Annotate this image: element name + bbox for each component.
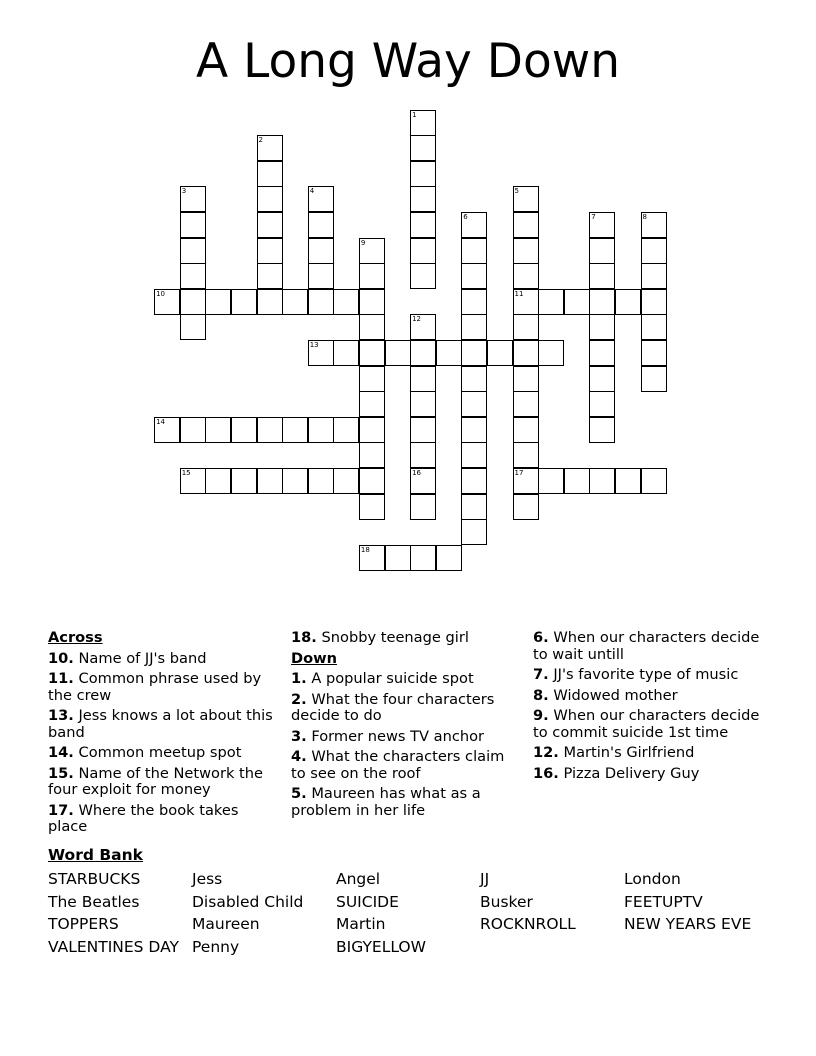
grid-cell[interactable] — [282, 289, 308, 315]
grid-cell[interactable] — [487, 340, 513, 366]
word-bank-item: NEW YEARS EVE — [624, 915, 752, 934]
clue-number: 12. — [533, 744, 559, 761]
clue-across-15 — [48, 766, 276, 799]
grid-cell[interactable] — [615, 289, 641, 315]
grid-cell[interactable] — [589, 417, 615, 443]
grid-cell[interactable] — [513, 417, 539, 443]
grid-cell[interactable] — [513, 186, 539, 212]
grid-cell[interactable] — [385, 340, 411, 366]
grid-cell[interactable] — [308, 289, 334, 315]
word-bank-item: JJ — [480, 870, 490, 888]
clue-across-17 — [48, 803, 276, 836]
grid-cell[interactable] — [589, 391, 615, 417]
grid-cell[interactable] — [461, 366, 487, 392]
grid-cell[interactable] — [410, 161, 436, 187]
grid-cell[interactable] — [282, 417, 308, 443]
grid-cell[interactable] — [257, 417, 283, 443]
clue-across-10 — [48, 651, 276, 668]
cell-number: 12 — [412, 315, 422, 324]
word-bank-item: TOPPERS — [48, 915, 119, 934]
clue-down-8 — [533, 688, 761, 705]
word-bank-row — [48, 891, 788, 914]
grid-cell[interactable] — [205, 289, 231, 315]
word-bank-item: Jess — [192, 870, 223, 888]
grid-cell[interactable] — [513, 494, 539, 520]
grid-cell[interactable] — [461, 494, 487, 520]
grid-cell[interactable] — [513, 468, 539, 494]
clue-number: 10. — [48, 649, 74, 667]
clue-text: Pizza Delivery Guy — [563, 764, 700, 782]
grid-cell[interactable] — [154, 417, 180, 443]
grid-cell[interactable] — [410, 494, 436, 520]
clue-number: 14. — [48, 744, 74, 761]
across-heading: Across — [48, 629, 103, 646]
clue-number: 18. — [291, 629, 317, 646]
grid-cell[interactable] — [333, 417, 359, 443]
grid-cell[interactable] — [641, 212, 667, 238]
clue-text: Maureen has what as a problem in her life — [291, 785, 481, 819]
word-bank-item: Penny — [192, 938, 240, 957]
clue-number: 8. — [533, 686, 549, 704]
grid-cell[interactable] — [154, 289, 180, 315]
grid-cell[interactable] — [359, 263, 385, 289]
grid-cell[interactable] — [589, 468, 615, 494]
grid-cell[interactable] — [410, 442, 436, 468]
grid-cell[interactable] — [333, 468, 359, 494]
grid-cell[interactable] — [359, 417, 385, 443]
grid-cell[interactable] — [231, 289, 257, 315]
grid-cell[interactable] — [359, 391, 385, 417]
grid-cell[interactable] — [641, 263, 667, 289]
grid-cell[interactable] — [282, 468, 308, 494]
clue-across-18 — [291, 630, 519, 647]
cell-number: 15 — [181, 468, 191, 477]
grid-cell[interactable] — [513, 442, 539, 468]
word-bank-row — [48, 913, 788, 936]
clue-text: Name of JJ's band — [78, 649, 207, 667]
grid-cell[interactable] — [589, 238, 615, 264]
grid-cell[interactable] — [257, 238, 283, 264]
clue-text: What the characters claim to see on the roof — [291, 748, 505, 782]
word-bank-item: STARBUCKS — [48, 870, 141, 888]
grid-cell[interactable] — [513, 212, 539, 238]
grid-cell[interactable] — [359, 340, 385, 366]
grid-cell[interactable] — [589, 366, 615, 392]
clue-number: 3. — [291, 727, 307, 745]
cell-number: 2 — [258, 136, 263, 145]
clue-down-12 — [533, 745, 761, 762]
grid-cell[interactable] — [205, 417, 231, 443]
grid-cell[interactable] — [461, 212, 487, 238]
grid-cell[interactable] — [564, 468, 590, 494]
grid-cell[interactable] — [308, 340, 334, 366]
cell-number: 18 — [360, 545, 370, 554]
grid-cell[interactable] — [410, 135, 436, 161]
grid-cell[interactable] — [180, 186, 206, 212]
grid-cell[interactable] — [359, 238, 385, 264]
clue-across-11 — [48, 671, 276, 704]
grid-cell[interactable] — [180, 212, 206, 238]
cell-number: 5 — [514, 187, 519, 196]
clue-number: 6. — [533, 629, 549, 646]
clue-text: Martin's Girlfriend — [563, 744, 695, 761]
clue-number: 11. — [48, 670, 74, 687]
clue-text: Where the book takes place — [48, 801, 239, 835]
grid-cell[interactable] — [385, 545, 411, 571]
cell-number: 7 — [591, 212, 596, 221]
grid-cell[interactable] — [538, 340, 564, 366]
grid-cell[interactable] — [257, 186, 283, 212]
grid-cell[interactable] — [461, 442, 487, 468]
clue-column-2 — [291, 630, 519, 823]
grid-cell[interactable] — [257, 263, 283, 289]
grid-cell[interactable] — [461, 417, 487, 443]
grid-cell[interactable] — [308, 238, 334, 264]
clue-number: 2. — [291, 690, 307, 708]
grid-cell[interactable] — [180, 314, 206, 340]
cell-number: 14 — [156, 417, 166, 426]
grid-cell[interactable] — [410, 263, 436, 289]
clue-number: 4. — [291, 748, 307, 765]
grid-cell[interactable] — [308, 212, 334, 238]
clue-number: 15. — [48, 764, 74, 782]
clue-down-4 — [291, 749, 519, 782]
grid-cell[interactable] — [359, 289, 385, 315]
grid-cell[interactable] — [410, 212, 436, 238]
word-bank-row — [48, 868, 788, 891]
word-bank-item: Disabled Child — [192, 892, 304, 911]
clue-number: 5. — [291, 785, 307, 802]
grid-cell[interactable] — [564, 289, 590, 315]
grid-cell[interactable] — [359, 314, 385, 340]
clue-down-6 — [533, 630, 761, 663]
clue-text: When our characters decide to wait untill — [533, 629, 760, 663]
grid-cell[interactable] — [257, 161, 283, 187]
grid-cell[interactable] — [359, 442, 385, 468]
cell-number: 13 — [309, 340, 319, 349]
grid-cell[interactable] — [538, 289, 564, 315]
grid-cell[interactable] — [461, 289, 487, 315]
grid-cell[interactable] — [461, 340, 487, 366]
grid-cell[interactable] — [308, 468, 334, 494]
grid-cell[interactable] — [231, 468, 257, 494]
clue-down-1 — [291, 671, 519, 688]
clue-text: Common phrase used by the crew — [48, 670, 262, 704]
clue-text: Common meetup spot — [78, 744, 242, 761]
clue-text: JJ's favorite type of music — [553, 666, 739, 683]
grid-cell[interactable] — [308, 417, 334, 443]
grid-cell[interactable] — [641, 314, 667, 340]
cell-number: 3 — [181, 187, 187, 196]
word-bank-item: Angel — [336, 870, 381, 888]
word-bank-heading: Word Bank — [48, 846, 143, 864]
grid-cell[interactable] — [205, 468, 231, 494]
grid-cell[interactable] — [410, 366, 436, 392]
grid-cell[interactable] — [513, 238, 539, 264]
page-title: A Long Way Down — [196, 34, 620, 89]
grid-cell[interactable] — [513, 340, 539, 366]
grid-cell[interactable] — [359, 545, 385, 571]
grid-cell[interactable] — [436, 545, 462, 571]
clue-text: Snobby teenage girl — [321, 629, 469, 646]
clue-down-2 — [291, 692, 519, 725]
grid-cell[interactable] — [513, 391, 539, 417]
grid-cell[interactable] — [359, 468, 385, 494]
grid-cell[interactable] — [410, 314, 436, 340]
word-bank-item: ROCKNROLL — [480, 915, 576, 934]
clue-text: A popular suicide spot — [311, 670, 474, 687]
cell-number: 6 — [463, 212, 468, 221]
grid-cell[interactable] — [615, 468, 641, 494]
grid-cell[interactable] — [410, 110, 436, 136]
grid-cell[interactable] — [589, 263, 615, 289]
clue-column-3 — [533, 630, 761, 786]
cell-number: 4 — [309, 187, 315, 196]
clue-number: 1. — [291, 670, 307, 687]
grid-cell[interactable] — [436, 340, 462, 366]
grid-cell[interactable] — [513, 314, 539, 340]
word-bank-row — [48, 936, 788, 959]
grid-cell[interactable] — [333, 289, 359, 315]
grid-cell[interactable] — [461, 519, 487, 545]
clue-down-5 — [291, 786, 519, 819]
word-bank-item: London — [624, 870, 681, 888]
clue-text: What the four characters decide to do — [291, 690, 495, 724]
clue-down-16 — [533, 766, 761, 783]
grid-cell[interactable] — [410, 238, 436, 264]
clue-text: Name of the Network the four exploit for money — [48, 764, 264, 798]
grid-cell[interactable] — [538, 468, 564, 494]
cell-number: 11 — [514, 289, 524, 298]
grid-cell[interactable] — [410, 340, 436, 366]
down-heading: Down — [291, 649, 338, 667]
cell-number: 1 — [412, 110, 417, 119]
grid-cell[interactable] — [410, 391, 436, 417]
grid-cell[interactable] — [641, 366, 667, 392]
clue-number: 17. — [48, 801, 74, 819]
grid-cell[interactable] — [308, 186, 334, 212]
grid-cell[interactable] — [180, 263, 206, 289]
grid-cell[interactable] — [641, 468, 667, 494]
clue-number: 7. — [533, 666, 549, 683]
grid-cell[interactable] — [513, 289, 539, 315]
clue-number: 16. — [533, 764, 559, 782]
clue-down-9 — [533, 708, 761, 741]
clue-column-1 — [48, 630, 276, 840]
word-bank-item: Martin — [336, 915, 386, 934]
grid-cell[interactable] — [461, 263, 487, 289]
clue-number: 9. — [533, 707, 549, 724]
cell-number: 16 — [412, 468, 422, 477]
word-bank-item: Maureen — [192, 915, 260, 934]
grid-cell[interactable] — [641, 238, 667, 264]
clue-text: Former news TV anchor — [311, 727, 485, 745]
grid-cell[interactable] — [589, 212, 615, 238]
grid-cell[interactable] — [589, 314, 615, 340]
cell-number: 9 — [360, 238, 366, 247]
grid-cell[interactable] — [180, 417, 206, 443]
grid-cell[interactable] — [410, 417, 436, 443]
grid-cell[interactable] — [641, 289, 667, 315]
grid-cell[interactable] — [513, 263, 539, 289]
clue-text: Jess knows a lot about this band — [48, 707, 273, 741]
grid-cell[interactable] — [461, 468, 487, 494]
grid-cell[interactable] — [589, 340, 615, 366]
word-bank-item: BIGYELLOW — [336, 938, 426, 957]
word-bank — [48, 868, 788, 959]
grid-cell[interactable] — [410, 545, 436, 571]
word-bank-item: VALENTINES DAY — [48, 938, 179, 957]
cell-number: 8 — [642, 212, 647, 221]
word-bank-item: Busker — [480, 892, 533, 911]
clue-text: When our characters decide to commit suicide 1st time — [533, 707, 760, 741]
grid-cell[interactable] — [257, 289, 283, 315]
clue-text: Widowed mother — [553, 686, 678, 704]
word-bank-item: SUICIDE — [336, 892, 399, 911]
grid-cell[interactable] — [461, 238, 487, 264]
grid-cell[interactable] — [410, 186, 436, 212]
grid-cell[interactable] — [257, 468, 283, 494]
grid-cell[interactable] — [410, 468, 436, 494]
grid-cell[interactable] — [359, 366, 385, 392]
word-bank-item: FEETUPTV — [624, 892, 703, 911]
clue-across-14 — [48, 745, 276, 762]
cell-number: 10 — [156, 289, 166, 298]
clue-number: 13. — [48, 707, 74, 724]
clue-across-13 — [48, 708, 276, 741]
grid-cell[interactable] — [333, 340, 359, 366]
grid-cell[interactable] — [359, 494, 385, 520]
grid-cell[interactable] — [589, 289, 615, 315]
grid-cell[interactable] — [180, 289, 206, 315]
grid-cell[interactable] — [231, 417, 257, 443]
grid-cell[interactable] — [257, 135, 283, 161]
grid-cell[interactable] — [513, 366, 539, 392]
grid-cell[interactable] — [461, 314, 487, 340]
grid-cell[interactable] — [641, 340, 667, 366]
cell-number: 17 — [514, 468, 524, 477]
grid-cell[interactable] — [180, 238, 206, 264]
grid-cell[interactable] — [308, 263, 334, 289]
grid-cell[interactable] — [180, 468, 206, 494]
clue-down-3 — [291, 729, 519, 746]
grid-cell[interactable] — [257, 212, 283, 238]
word-bank-item: The Beatles — [48, 892, 140, 911]
clue-down-7 — [533, 667, 761, 684]
grid-cell[interactable] — [461, 391, 487, 417]
